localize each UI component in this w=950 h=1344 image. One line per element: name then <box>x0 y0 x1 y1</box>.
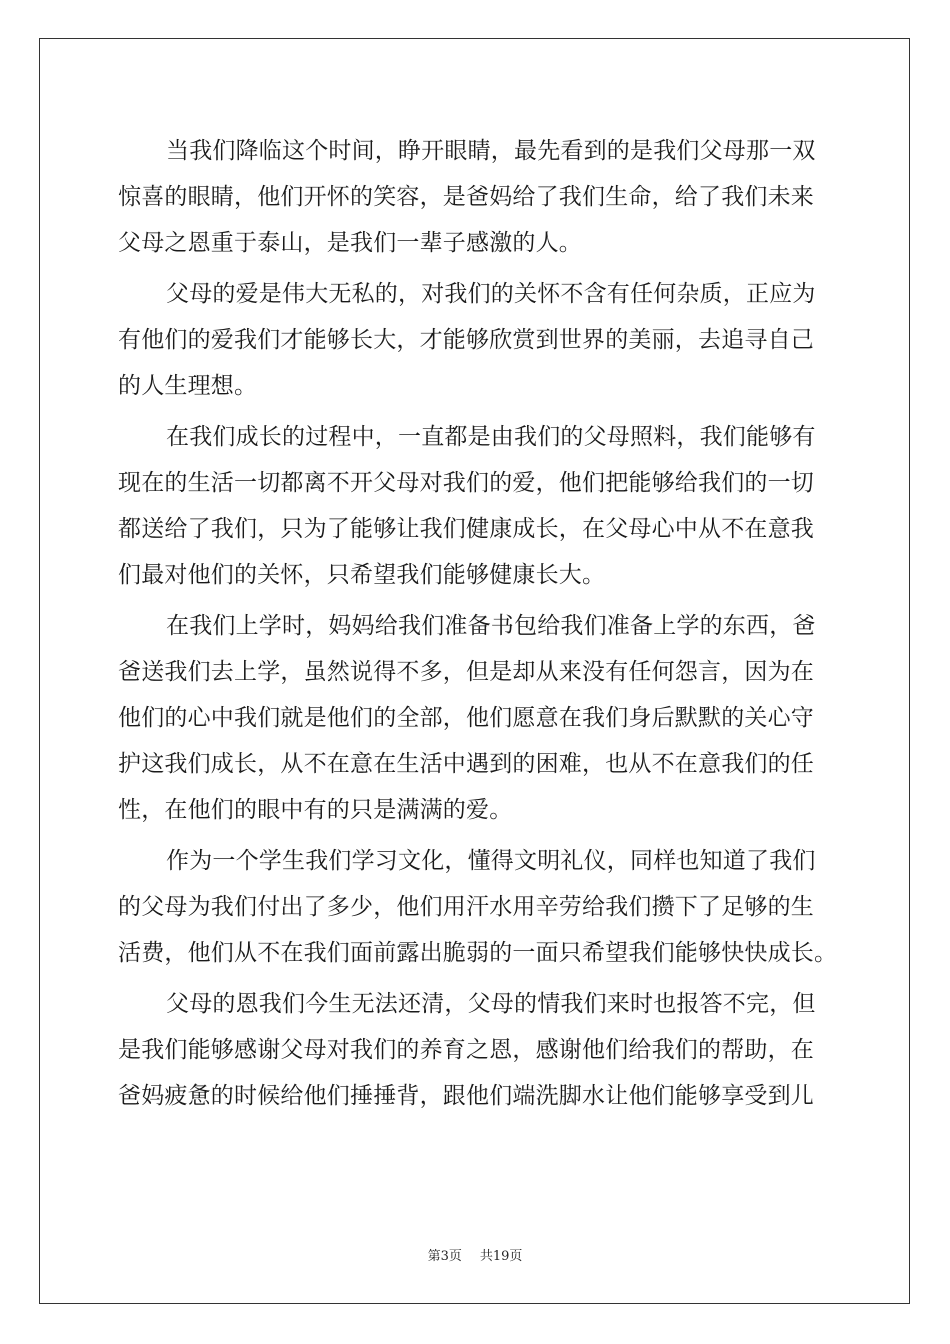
text-line: 爸妈疲惫的时候给他们捶捶背，跟他们端洗脚水让他们能够享受到儿 <box>118 1083 814 1109</box>
text-line: 父母之恩重于泰山，是我们一辈子感激的人。 <box>118 230 582 256</box>
paragraph-6 <box>118 981 834 1119</box>
page-total: 共19页 <box>479 1249 523 1264</box>
text-line: 是我们能够感谢父母对我们的养育之恩，感谢他们给我们的帮助，在 <box>118 1037 814 1063</box>
text-line: 的人生理想。 <box>118 373 258 399</box>
paragraph-4 <box>118 603 834 833</box>
paragraph-3 <box>118 414 834 598</box>
text-line: 在我们成长的过程中，一直都是由我们的父母照料，我们能够有 <box>166 424 816 450</box>
page-footer <box>0 1245 950 1264</box>
text-line: 爸送我们去上学，虽然说得不多，但是却从来没有任何怨言，因为在 <box>118 659 814 685</box>
text-line: 父母的恩我们今生无法还清，父母的情我们来时也报答不完，但 <box>166 991 816 1017</box>
text-line: 都送给了我们，只为了能够让我们健康成长，在父母心中从不在意我 <box>118 516 814 542</box>
text-line: 作为一个学生我们学习文化，懂得文明礼仪，同样也知道了我们 <box>166 848 816 874</box>
text-line: 护这我们成长，从不在意在生活中遇到的困难，也从不在意我们的任 <box>118 751 814 777</box>
text-line: 当我们降临这个时间，睁开眼睛，最先看到的是我们父母那一双 <box>166 138 816 164</box>
paragraph-1 <box>118 128 834 266</box>
text-line: 惊喜的眼睛，他们开怀的笑容，是爸妈给了我们生命，给了我们未来 <box>118 184 814 210</box>
paragraph-5 <box>118 838 838 976</box>
text-line: 有他们的爱我们才能够长大，才能够欣赏到世界的美丽，去追寻自己 <box>118 327 814 353</box>
text-line: 活费，他们从不在我们面前露出脆弱的一面只希望我们能够快快成长。 <box>118 940 838 966</box>
document-body <box>118 128 838 1119</box>
paragraph-2 <box>118 271 834 409</box>
text-line: 在我们上学时，妈妈给我们准备书包给我们准备上学的东西，爸 <box>166 613 816 639</box>
page-number: 第3页 <box>427 1249 462 1264</box>
text-line: 性，在他们的眼中有的只是满满的爱。 <box>118 797 513 823</box>
text-line: 现在的生活一切都离不开父母对我们的爱，他们把能够给我们的一切 <box>118 470 814 496</box>
text-line: 们最对他们的关怀，只希望我们能够健康长大。 <box>118 562 606 588</box>
text-line: 的父母为我们付出了多少，他们用汗水用辛劳给我们攒下了足够的生 <box>118 894 814 920</box>
text-line: 父母的爱是伟大无私的，对我们的关怀不含有任何杂质，正应为 <box>166 281 816 307</box>
text-line: 他们的心中我们就是他们的全部，他们愿意在我们身后默默的关心守 <box>118 705 814 731</box>
